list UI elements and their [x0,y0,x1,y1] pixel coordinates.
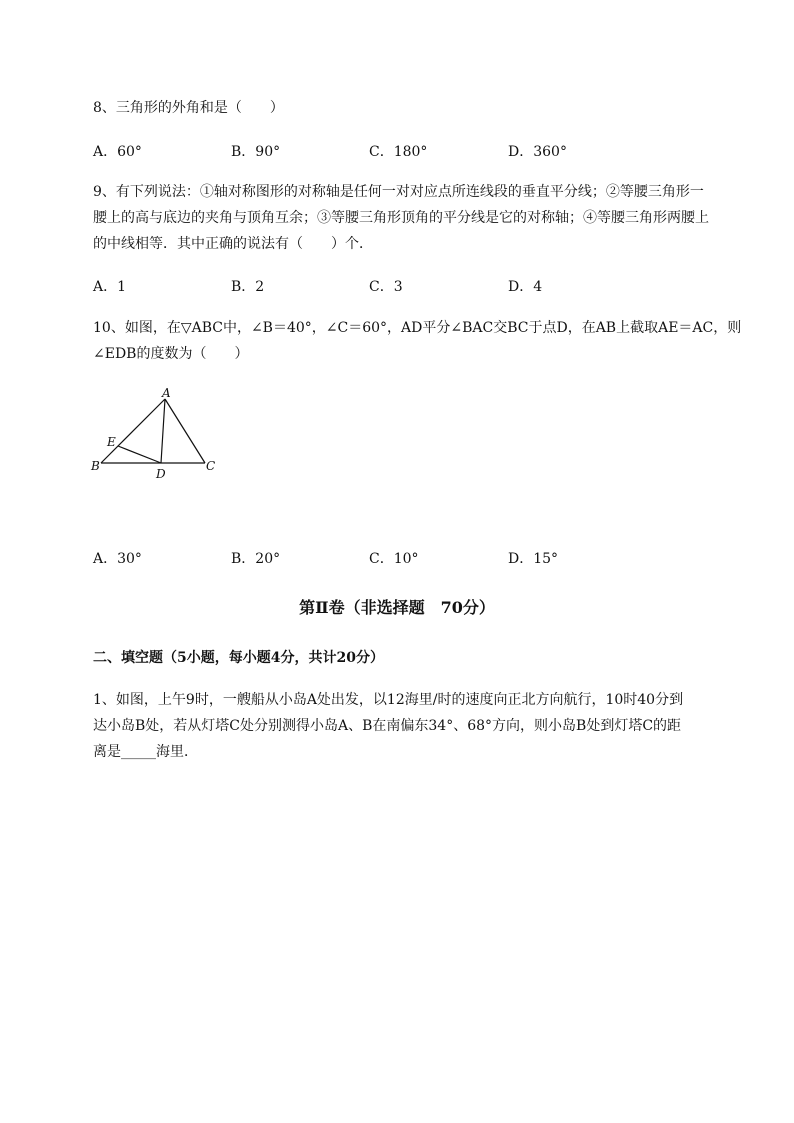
segment-ed [118,446,161,463]
label-e: E [107,435,116,449]
segment-ac [165,399,205,463]
q9-line-2: 腰上的高与底边的夹角与顶角互余；③等腰三角形顶角的平分线是它的对称轴；④等腰三角形两腰上 [93,210,709,226]
label-a: A [162,388,171,400]
q10-option-b: B．20° [231,551,281,567]
label-b: B [91,459,100,473]
q8-option-a: A．60° [93,144,142,160]
fill1-line-1: 1、如图，上午9时，一艘船从小岛A处出发，以12海里/时的速度向正北方向航行，10时40分到 [93,692,684,708]
q9-option-a: A．1 [93,279,127,295]
q9-line-1: 9、有下列说法：①轴对称图形的对称轴是任何一对对应点所连线段的垂直平分线；②等腰三角形一 [93,184,704,200]
fill1-line-2: 达小岛B处，若从灯塔C处分别测得小岛A、B在南偏东34°、68°方向，则小岛B处到灯塔C的距 [93,718,682,734]
q10-line-1: 10、如图，在▽ABC中，∠B＝40°，∠C＝60°，AD平分∠BAC交BC于点D，在AB上截取AE＝AC，则 [93,320,742,336]
q10-option-c: C．10° [369,551,419,567]
q10-option-a: A．30° [93,551,142,567]
label-c: C [206,459,216,473]
q10-option-d: D．15° [508,551,559,567]
section-2-heading: 二、填空题（5小题，每小题4分，共计20分） [93,650,384,666]
q10-line-2: ∠EDB的度数为（ ） [93,346,249,362]
label-d: D [156,467,166,481]
q8-stem: 8、三角形的外角和是（ ） [93,100,284,116]
q9-line-3: 的中线相等．其中正确的说法有（ ）个． [93,236,373,252]
q10-triangle-figure [88,388,228,488]
q8-option-b: B．90° [231,144,281,160]
section-2-title: 第Ⅱ卷（非选择题 70分） [299,598,495,617]
q9-option-c: C．3 [369,279,403,295]
q8-option-d: D．360° [508,144,567,160]
segment-ad [161,399,165,463]
q9-option-d: D．4 [508,279,543,295]
segment-ab [101,399,165,463]
fill1-line-3: 离是_____海里． [93,744,198,760]
q9-option-b: B．2 [231,279,265,295]
q8-option-c: C．180° [369,144,428,160]
